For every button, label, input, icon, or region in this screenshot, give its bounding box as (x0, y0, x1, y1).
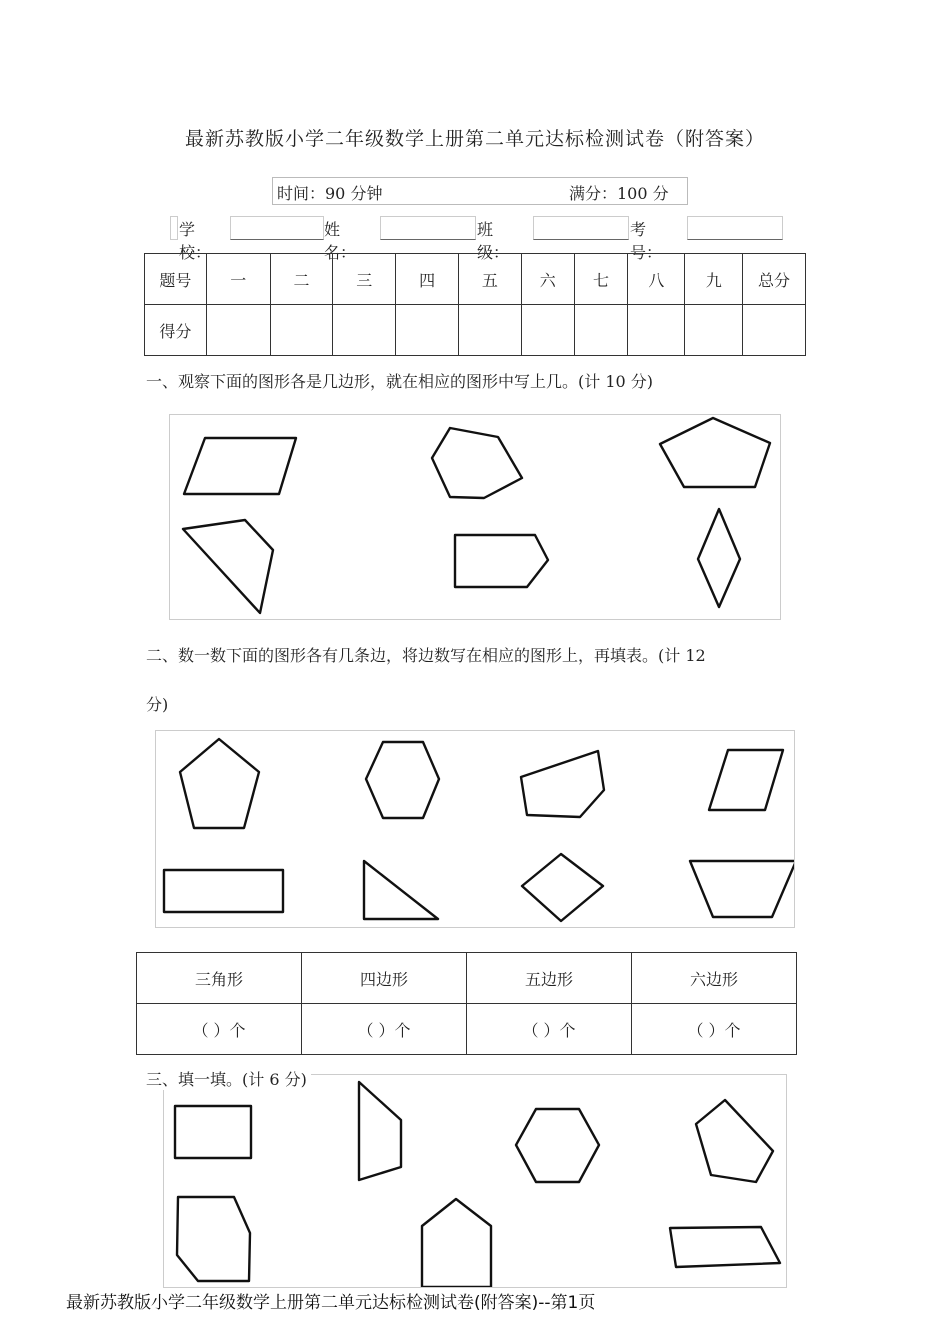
question-2-figure (156, 731, 794, 927)
trapezoid-shape (359, 1082, 401, 1180)
score-header-cell: 一 (206, 254, 270, 305)
pentagon-shape (177, 1197, 250, 1281)
pentagon-arrow-shape (455, 535, 548, 587)
rhombus-shape (698, 509, 740, 607)
pentagon-shape (180, 739, 259, 828)
score-cell[interactable] (521, 305, 574, 356)
parallelogram-shape (670, 1227, 780, 1267)
score-header-cell: 七 (574, 254, 628, 305)
exam-time: 时间：90 分钟 (277, 184, 383, 203)
score-cell[interactable] (743, 305, 806, 356)
parallelogram-shape (184, 438, 296, 494)
hexagon-shape (516, 1109, 599, 1182)
quadrilateral-shape (521, 751, 604, 817)
score-header-cell: 六 (521, 254, 574, 305)
hexagon-shape (366, 742, 439, 818)
count-header-hexagon: 六边形 (632, 953, 797, 1004)
exam-info-box (272, 177, 688, 205)
score-table-score-row (145, 305, 806, 356)
count-header-triangle: 三角形 (137, 953, 302, 1004)
number-label: 考号： (630, 220, 663, 262)
question-3-text: 三、填一填。(计 6 分) (146, 1067, 311, 1090)
question-1-shapes (169, 414, 781, 620)
pentagon-shape (660, 418, 770, 487)
score-header-cell: 八 (628, 254, 685, 305)
field-marker (170, 216, 178, 240)
school-blank[interactable] (230, 216, 324, 240)
page-title: 最新苏教版小学二年级数学上册第二单元达标检测试卷（附答案） (184, 128, 765, 150)
pentagon-shape (696, 1100, 773, 1182)
number-blank[interactable] (687, 216, 783, 240)
count-table-answer-row (137, 1004, 797, 1055)
score-header-cell: 总分 (743, 254, 806, 305)
question-3-figure (164, 1075, 786, 1287)
score-cell[interactable] (628, 305, 685, 356)
question-1-figure (170, 415, 780, 619)
name-blank[interactable] (380, 216, 476, 240)
quadrilateral-shape (183, 520, 273, 613)
question-1-text: 一、观察下面的图形各是几边形，就在相应的图形中写上几。(计 10 分) (146, 372, 654, 391)
score-cell[interactable] (574, 305, 628, 356)
count-header-pentagon: 五边形 (467, 953, 632, 1004)
score-cell[interactable] (333, 305, 396, 356)
count-header-quadrilateral: 四边形 (302, 953, 467, 1004)
count-table-header-row (137, 953, 797, 1004)
score-header-cell: 二 (270, 254, 333, 305)
question-2-text-continued: 分) (146, 695, 169, 714)
question-2-shapes (155, 730, 795, 928)
exam-full-score: 满分：100 分 (569, 184, 669, 203)
parallelogram-shape (709, 750, 783, 810)
count-answer-pentagon[interactable]: （ ）个 (467, 1004, 632, 1055)
score-cell[interactable] (270, 305, 333, 356)
score-row-label: 得分 (145, 305, 207, 356)
score-table (144, 253, 806, 356)
score-cell[interactable] (396, 305, 459, 356)
rectangle-shape (164, 870, 283, 912)
name-label: 姓名： (324, 220, 357, 262)
score-cell[interactable] (685, 305, 743, 356)
score-header-cell: 题号 (145, 254, 207, 305)
house-pentagon-shape (422, 1199, 491, 1287)
question-2-text: 二、数一数下面的图形各有几条边，将边数写在相应的图形上，再填表。(计 12 (146, 646, 706, 665)
score-header-cell: 三 (333, 254, 396, 305)
trapezoid-shape (690, 861, 794, 917)
school-label: 学校： (179, 220, 212, 262)
right-triangle-shape (364, 861, 438, 919)
class-label: 班级： (477, 220, 510, 262)
hexagon-shape (432, 428, 522, 498)
score-header-cell: 四 (396, 254, 459, 305)
class-blank[interactable] (533, 216, 629, 240)
count-answer-hexagon[interactable]: （ ）个 (632, 1004, 797, 1055)
score-header-cell: 五 (458, 254, 521, 305)
score-cell[interactable] (206, 305, 270, 356)
page-footer: 最新苏教版小学二年级数学上册第二单元达标检测试卷(附答案)--第1页 (66, 1293, 596, 1313)
question-3-shapes (163, 1074, 787, 1288)
rhombus-shape (522, 854, 603, 921)
score-cell[interactable] (458, 305, 521, 356)
rectangle-shape (175, 1106, 251, 1158)
shape-count-table (136, 952, 797, 1055)
score-header-cell: 九 (685, 254, 743, 305)
count-answer-quadrilateral[interactable]: （ ）个 (302, 1004, 467, 1055)
count-answer-triangle[interactable]: （ ）个 (137, 1004, 302, 1055)
score-table-header-row (145, 254, 806, 305)
